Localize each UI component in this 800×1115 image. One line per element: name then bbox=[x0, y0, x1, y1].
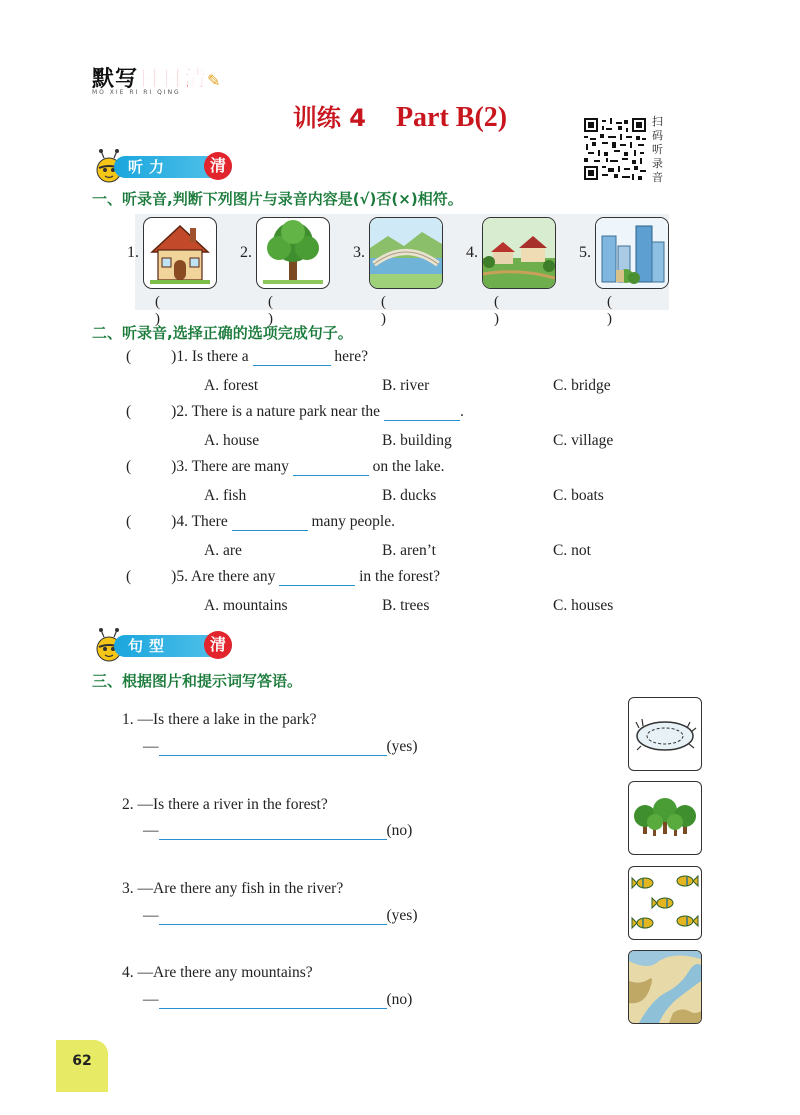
answer-line[interactable] bbox=[159, 825, 387, 840]
village-icon bbox=[482, 217, 556, 289]
title-cn: 训练 4 bbox=[292, 104, 366, 132]
question-number: )2. bbox=[171, 403, 188, 420]
pattern-badge-label: 句型 bbox=[114, 635, 232, 657]
house-icon bbox=[143, 217, 217, 289]
answer-paren-open[interactable]: ( bbox=[126, 568, 132, 585]
part2-heading: 二、听录音,选择正确的选项完成句子。 bbox=[92, 324, 353, 342]
forest-icon bbox=[628, 781, 702, 855]
listening-badge bbox=[92, 152, 242, 182]
picture-number: 4. bbox=[466, 244, 478, 261]
option-b[interactable]: B. building bbox=[382, 432, 452, 449]
question-text-before: There bbox=[191, 513, 228, 530]
question-number: )1. bbox=[171, 348, 188, 365]
answer-blank[interactable] bbox=[279, 571, 355, 586]
pencil-icon: ✎ bbox=[207, 71, 222, 90]
answer-paren[interactable]: ( ) bbox=[494, 294, 499, 327]
answer-paren[interactable]: ( ) bbox=[381, 294, 386, 327]
question-row bbox=[126, 458, 444, 476]
answer-paren-open[interactable]: ( bbox=[126, 403, 132, 420]
question-text-after: many people. bbox=[311, 513, 395, 530]
question-text-before: There are many bbox=[191, 458, 289, 475]
buildings-icon bbox=[595, 217, 669, 289]
pattern-badge bbox=[92, 631, 242, 661]
qr-code-icon[interactable] bbox=[584, 118, 646, 180]
question-text-before: Are there any bbox=[191, 568, 276, 585]
question-text: 1. —Is there a lake in the park? bbox=[122, 711, 317, 728]
hint-word: (no) bbox=[386, 822, 413, 839]
question-text: 3. —Are there any fish in the river? bbox=[122, 880, 344, 897]
option-b[interactable]: B. trees bbox=[382, 597, 430, 614]
brand-text-b: 日日清 bbox=[138, 67, 208, 92]
answer-dash: — bbox=[143, 991, 159, 1008]
question-row bbox=[126, 513, 395, 531]
option-a[interactable]: A. forest bbox=[204, 377, 259, 394]
option-b[interactable]: B. ducks bbox=[382, 487, 437, 504]
answer-dash: — bbox=[143, 738, 159, 755]
lake-icon bbox=[628, 697, 702, 771]
answer-row bbox=[143, 738, 418, 756]
answer-dash: — bbox=[143, 822, 159, 839]
answer-row bbox=[143, 822, 412, 840]
question-row bbox=[126, 568, 440, 586]
map-icon bbox=[628, 950, 702, 1024]
answer-paren[interactable]: ( ) bbox=[607, 294, 612, 327]
picture-number: 2. bbox=[240, 244, 252, 261]
brand-logo bbox=[92, 62, 242, 96]
bridge-icon bbox=[369, 217, 443, 289]
answer-line[interactable] bbox=[159, 741, 387, 756]
answer-line[interactable] bbox=[159, 910, 387, 925]
option-b[interactable]: B. river bbox=[382, 377, 430, 394]
answer-blank[interactable] bbox=[293, 461, 369, 476]
option-c[interactable]: C. village bbox=[553, 432, 614, 449]
answer-blank[interactable] bbox=[232, 516, 308, 531]
picture-number: 1. bbox=[127, 244, 139, 261]
hint-word: (yes) bbox=[386, 738, 418, 755]
answer-blank[interactable] bbox=[253, 351, 331, 366]
listening-badge-label: 听力 bbox=[114, 156, 232, 178]
badge-mark: 清 bbox=[204, 152, 232, 180]
option-a[interactable]: A. fish bbox=[204, 487, 247, 504]
question-text-after: on the lake. bbox=[372, 458, 445, 475]
badge-mark: 清 bbox=[204, 631, 232, 659]
answer-paren-open[interactable]: ( bbox=[126, 458, 132, 475]
question-text-before: There is a nature park near the bbox=[191, 403, 381, 420]
answer-row bbox=[143, 991, 412, 1009]
option-c[interactable]: C. houses bbox=[553, 597, 614, 614]
option-b[interactable]: B. aren’t bbox=[382, 542, 436, 559]
picture-row bbox=[127, 214, 669, 327]
option-c[interactable]: C. bridge bbox=[553, 377, 611, 394]
brand-subtitle: MO XIE RI RI QING bbox=[92, 89, 181, 96]
option-a[interactable]: A. house bbox=[204, 432, 260, 449]
question-number: )3. bbox=[171, 458, 188, 475]
answer-line[interactable] bbox=[159, 994, 387, 1009]
option-a[interactable]: A. mountains bbox=[204, 597, 288, 614]
answer-paren-open[interactable]: ( bbox=[126, 348, 132, 365]
hint-word: (yes) bbox=[386, 907, 418, 924]
title-en: Part B(2) bbox=[395, 102, 508, 133]
answer-row bbox=[143, 907, 418, 925]
part3-heading: 三、根据图片和提示词写答语。 bbox=[92, 672, 303, 690]
picture-number: 3. bbox=[353, 244, 365, 261]
question-row bbox=[126, 403, 464, 421]
answer-paren[interactable]: ( ) bbox=[155, 294, 160, 327]
option-c[interactable]: C. boats bbox=[553, 487, 604, 504]
answer-paren-open[interactable]: ( bbox=[126, 513, 132, 530]
question-text: 4. —Are there any mountains? bbox=[122, 964, 313, 981]
option-a[interactable]: A. are bbox=[204, 542, 242, 559]
fish-icon bbox=[628, 866, 702, 940]
question-text-after: . bbox=[459, 403, 464, 420]
part1-heading: 一、听录音,判断下列图片与录音内容是(√)否(×)相符。 bbox=[92, 190, 463, 208]
page-title bbox=[0, 98, 800, 134]
question-text-after: here? bbox=[334, 348, 368, 365]
answer-dash: — bbox=[143, 907, 159, 924]
picture-number: 5. bbox=[579, 244, 591, 261]
answer-blank[interactable] bbox=[384, 406, 460, 421]
question-text: 2. —Is there a river in the forest? bbox=[122, 796, 328, 813]
question-text-after: in the forest? bbox=[359, 568, 441, 585]
question-number: )5. bbox=[171, 568, 188, 585]
question-text-before: Is there a bbox=[191, 348, 249, 365]
question-row bbox=[126, 348, 368, 366]
page-number: 62 bbox=[56, 1040, 108, 1092]
option-c[interactable]: C. not bbox=[553, 542, 591, 559]
question-number: )4. bbox=[171, 513, 188, 530]
brand-text-a: 默写 bbox=[92, 67, 139, 92]
hint-word: (no) bbox=[386, 991, 413, 1008]
answer-paren[interactable]: ( ) bbox=[268, 294, 273, 327]
tree-icon bbox=[256, 217, 330, 289]
qr-caption: 扫码听录音 bbox=[652, 115, 663, 184]
